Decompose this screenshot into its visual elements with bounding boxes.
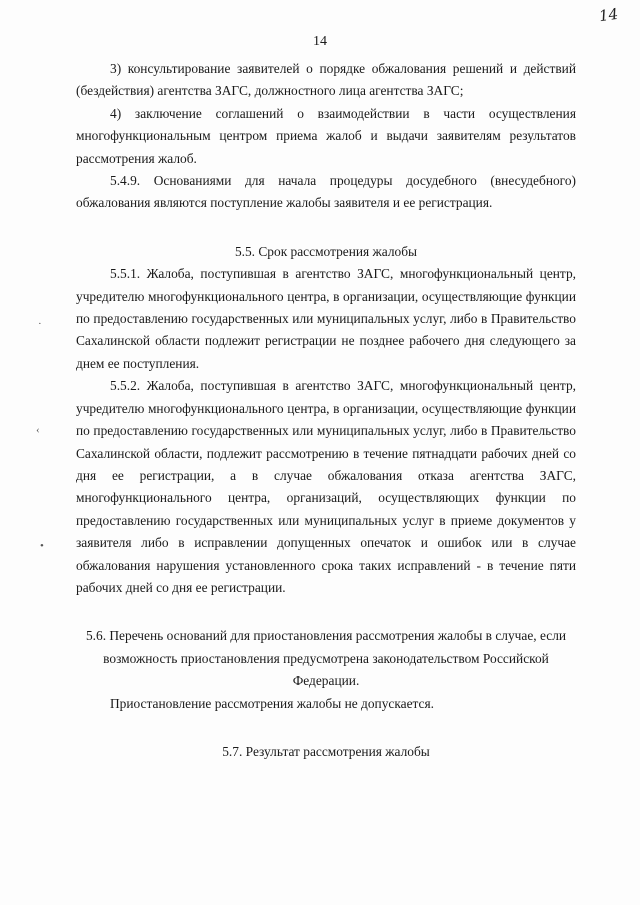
section-heading-5-5: 5.5. Срок рассмотрения жалобы xyxy=(234,243,418,259)
handwritten-page-number: 14 xyxy=(597,4,620,26)
section-heading-5-7: 5.7. Результат рассмотрения жалобы xyxy=(222,743,430,759)
paragraph-5-5-2: 5.5.2. Жалоба, поступившая в агентство ЗАГС, многофункциональный центр, учредителю многофункционального центра, в организации, осуществляющие функции по предоставлению государственных или муниципальных услуг, либо в Правительство Сахалинской области, подлежит рассмотрению в течение пятнадцати рабочих дней со дня ее регистрации, а в случае обжалования отказа агентства ЗАГС, многофункционального центра, организаций, осуществляющих функции по предоставлению государственных или муниципальных услуг в приеме документов у заявителя либо в исправлении допущенных опечаток и ошибок или в случае обжалования нарушения установленного срока таких исправлений - в течение пяти рабочих дней со дня ее регистрации. xyxy=(76,378,576,595)
paragraph-item-3: 3) консультирование заявителей о порядке обжалования решений и действий (бездействия) агентства ЗАГС, должностного лица агентства ЗАГС; xyxy=(76,61,576,99)
paragraph-5-5-1: 5.5.1. Жалоба, поступившая в агентство ЗАГС, многофункциональный центр, учредителю многофункционального центра, в организации, осуществляющие функции по предоставлению государственных или муниципальных услуг, либо в Правительство Сахалинской области подлежит регистрации не позднее рабочего дня следующего за днем ее поступления. xyxy=(76,266,576,371)
page-number: 14 xyxy=(313,34,327,49)
margin-mark: · xyxy=(38,318,42,330)
document-body xyxy=(76,58,576,763)
paragraph-item-4: 4) заключение соглашений о взаимодействии в части осуществления многофункциональным центром приема жалоб и выдачи заявителям результатов рассмотрения жалоб. xyxy=(76,105,576,166)
margin-mark: ‹ xyxy=(36,424,40,436)
section-heading-5-6: 5.6. Перечень оснований для приостановления рассмотрения жалобы в случае, если возможность приостановления предусмотрена законодательством Российской Федерации. xyxy=(85,628,567,689)
paragraph-5-6: Приостановление рассмотрения жалобы не допускается. xyxy=(110,695,435,711)
paragraph-5-4-9: 5.4.9. Основаниями для начала процедуры досудебного (внесудебного) обжалования являются поступление жалобы заявителя и ее регистрация. xyxy=(76,173,576,211)
margin-mark: • xyxy=(40,540,44,552)
